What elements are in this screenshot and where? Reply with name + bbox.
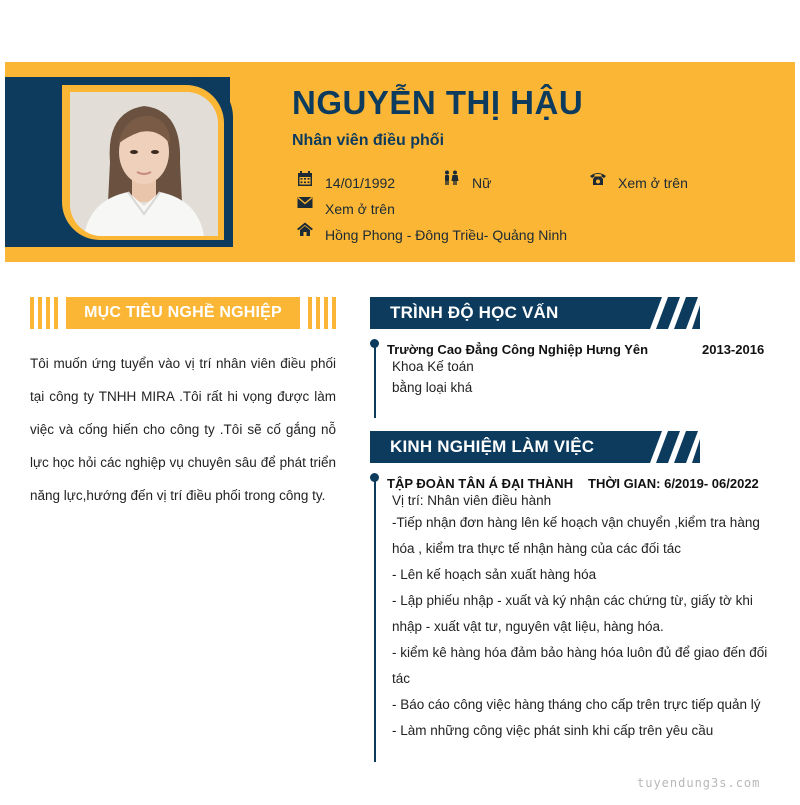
experience-timeline [374, 480, 376, 762]
calendar-icon [297, 171, 313, 187]
objective-text: Tôi muốn ứng tuyển vào vị trí nhân viên điều phối tại công ty TNHH MIRA .Tôi rất hi vọng được làm việc và cống hiến cho công ty .Tôi sẽ cố gắng nỗ lực học hỏi các nghiệp vụ chuyên sâu để phát triển năng lực,hướng đến vị trí điều phối trong công ty. [30, 356, 336, 503]
duty-item: - Lập phiếu nhập - xuất và ký nhận các chứng từ, giấy tờ khi nhập - xuất vật tư, nguyên vật liệu, hàng hóa. [392, 593, 753, 634]
education-years: 2013-2016 [702, 342, 765, 357]
address: Hồng Phong - Đông Triều- Quảng Ninh [325, 227, 568, 243]
education-timeline [374, 346, 376, 418]
duty-item: - Lên kế hoạch sản xuất hàng hóa [392, 567, 597, 582]
duty-item: -Tiếp nhận đơn hàng lên kế hoạch vận chuyển ,kiểm tra hàng hóa , kiểm tra thực tế nhận hàng của các đối tác [392, 515, 760, 556]
school-name: Trường Cao Đẳng Công Nghiệp Hưng Yên [387, 342, 649, 357]
objective-heading: MỤC TIÊU NGHỀ NGHIỆP [66, 297, 300, 329]
duty-item: - Báo cáo công việc hàng tháng cho cấp trên trực tiếp quản lý [392, 697, 761, 712]
education-major: Khoa Kế toán [392, 359, 474, 374]
mail-icon [297, 196, 313, 212]
education-degree: bằng loại khá [392, 380, 473, 395]
candidate-name: NGUYỄN THỊ HẬU [292, 84, 584, 121]
company-name: TẬP ĐOÀN TÂN Á ĐẠI THÀNH [387, 476, 574, 491]
duty-list [392, 510, 782, 744]
work-period: THỜI GIAN: 6/2019- 06/2022 [588, 476, 759, 491]
watermark: tuyendung3s.com [637, 776, 761, 790]
duty-item: - kiểm kê hàng hóa đảm bảo hàng hóa luôn đủ để giao đến đối tác [392, 645, 768, 686]
education-timeline-dot [370, 339, 379, 348]
home-icon [297, 222, 313, 238]
duty-item: - Làm những công việc phát sinh khi cấp trên yêu cầu [392, 723, 714, 738]
phone: Xem ở trên [618, 175, 688, 191]
birthdate: 14/01/1992 [325, 175, 396, 191]
experience-heading: KINH NGHIỆM LÀM VIỆC [390, 437, 595, 456]
job-position: Vị trí: Nhân viên điều hành [392, 493, 552, 508]
job-title: Nhân viên điều phối [292, 132, 445, 149]
gender: Nữ [472, 175, 492, 191]
email: Xem ở trên [325, 201, 395, 217]
education-heading-bar [370, 297, 700, 329]
education-heading: TRÌNH ĐỘ HỌC VẤN [390, 303, 559, 322]
profile-photo [70, 92, 218, 236]
gender-icon [443, 170, 459, 186]
objective-heading-bar [30, 297, 336, 329]
experience-timeline-dot [370, 473, 379, 482]
experience-heading-bar [370, 431, 700, 463]
phone-icon [589, 170, 605, 186]
